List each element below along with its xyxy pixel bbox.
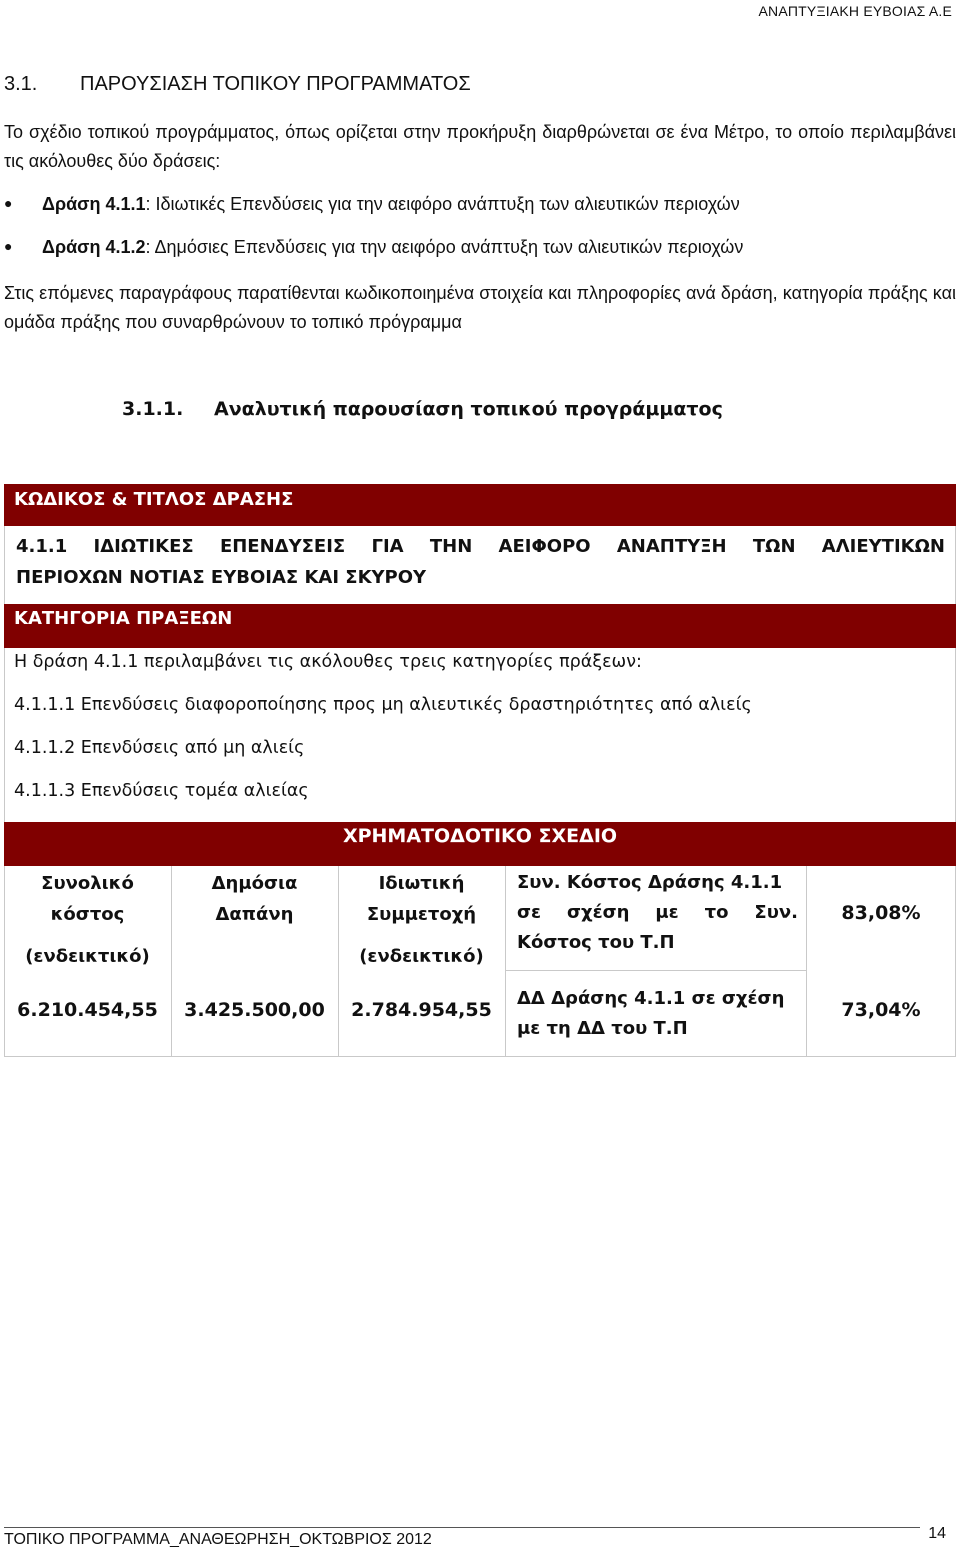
subsection-heading [122, 398, 723, 420]
header-line: κόστος [50, 904, 125, 925]
title-word: ΑΕΙΦΟΡΟ [498, 536, 591, 557]
title-word: ΓΙΑ [371, 536, 404, 557]
header-line [517, 898, 798, 928]
section-heading [4, 73, 471, 96]
title-word: ΙΔΙΩΤΙΚΕΣ [93, 536, 194, 557]
title-word: ΤΩΝ [752, 536, 796, 557]
private-contribution-header [338, 868, 505, 972]
header-line: Συμμετοχή [366, 904, 477, 925]
header-line: Συν. Κόστος Δράσης 4.1.1 [517, 872, 783, 893]
financial-plan-header: ΧΡΗΜΑΤΟΔΟΤΙΚΟ ΣΧΕΔΙΟ [4, 822, 956, 866]
title-word: 4.1.1 [16, 536, 68, 557]
paragraph-programme: Στις επόμενες παραγράφους παρατίθενται κωδικοποιημένα στοιχεία και πληροφορίες ανά δράση, κατηγορία πράξης και ομάδα πράξης που συναρθρώνουν το τοπικό πρόγραμμα [4, 283, 956, 332]
cost-ratio-label [505, 868, 806, 971]
intro-paragraph: Το σχέδιο τοπικού προγράμματος, όπως ορίζεται στην προκήρυξη διαρθρώνεται σε ένα Μέτρο, το οποίο περιλαμβάνει τις ακόλουθες δύο δράσεις: [4, 122, 956, 171]
header-line: (ενδεικτικό) [359, 946, 484, 967]
subsection-title: Αναλυτική παρουσίαση τοπικού προγράμματος [214, 398, 723, 420]
action-title-box [4, 526, 956, 604]
bullet-action-2 [4, 237, 743, 258]
bullet-icon: ● [4, 195, 13, 211]
label-word: το [704, 902, 729, 923]
action-title-line-1 [16, 531, 945, 562]
page-number: 14 [928, 1525, 946, 1542]
public-expenditure-value: 3.425.500,00 [184, 999, 325, 1021]
label-word: σχέση [566, 902, 630, 923]
bullet-icon: ● [4, 238, 13, 254]
divider [4, 648, 5, 822]
header-line: Κόστος του Τ.Π [517, 932, 675, 953]
total-cost-header [4, 868, 171, 972]
category-item: 4.1.1.2 Επενδύσεις από μη αλιείς [14, 738, 305, 758]
label-word: σε [517, 902, 542, 923]
header-line: Ιδιωτική [378, 873, 465, 894]
title-word: ΑΛΙΕΥΤΙΚΩΝ [821, 536, 945, 557]
title-word: ΑΝΑΠΤΥΞΗ [616, 536, 727, 557]
title-word: ΕΠΕΝΔΥΣΕΙΣ [219, 536, 346, 557]
bullet-action-1 [4, 194, 740, 215]
action-title-line-2: ΠΕΡΙΟΧΩΝ ΝΟΤΙΑΣ ΕΥΒΟΙΑΣ ΚΑΙ ΣΚΥΡΟΥ [16, 567, 427, 588]
section-title: ΠΑΡΟΥΣΙΑΣΗ ΤΟΠΙΚΟΥ ΠΡΟΓΡΑΜΜΑΤΟΣ [80, 73, 471, 95]
document-header: ΑΝΑΠΤΥΞΙΑΚΗ ΕΥΒΟΙΑΣ Α.Ε [758, 3, 952, 19]
category-item: 4.1.1.1 Επενδύσεις διαφοροποίησης προς μη αλιευτικές δραστηριότητες από αλιείς [14, 695, 752, 715]
category-header: ΚΑΤΗΓΟΡΙΑ ΠΡΑΞΕΩΝ [4, 604, 956, 648]
action-code: Δράση 4.1.2 [42, 237, 146, 257]
label-word: Συν. [754, 902, 798, 923]
action-text: : Ιδιωτικές Επενδύσεις για την αειφόρο ανάπτυξη των αλιευτικών περιοχών [145, 194, 740, 214]
title-word: ΤΗΝ [429, 536, 473, 557]
private-contribution-value: 2.784.954,55 [351, 999, 492, 1021]
action-code: Δράση 4.1.1 [42, 194, 146, 214]
divider [4, 1056, 956, 1057]
public-expenditure-ratio-value: 73,04% [841, 999, 921, 1021]
footer-rule [4, 1527, 920, 1528]
divider [955, 648, 956, 822]
code-title-header: ΚΩΔΙΚΟΣ & ΤΙΤΛΟΣ ΔΡΑΣΗΣ [4, 484, 956, 526]
public-expenditure-header [171, 868, 338, 930]
total-cost-value: 6.210.454,55 [17, 999, 158, 1021]
divider [806, 866, 807, 1057]
divider [955, 866, 956, 1057]
category-item: 4.1.1.3 Επενδύσεις τομέα αλιείας [14, 781, 309, 801]
label-line: με τη ΔΔ του Τ.Π [517, 1018, 688, 1039]
label-word: με [655, 902, 679, 923]
header-line: Δημόσια [211, 873, 298, 894]
subsection-number: 3.1.1. [122, 398, 184, 420]
label-line: ΔΔ Δράσης 4.1.1 σε σχέση [517, 988, 785, 1009]
header-line: Συνολικό [41, 873, 134, 894]
action-text: : Δημόσιες Επενδύσεις για την αειφόρο ανάπτυξη των αλιευτικών περιοχών [145, 237, 744, 257]
footer-text: ΤΟΠΙΚΟ ΠΡΟΓΡΑΜΜΑ_ΑΝΑΘΕΩΡΗΣΗ_ΟΚΤΩΒΡΙΟΣ 2012 [4, 1531, 432, 1548]
public-expenditure-ratio-label [505, 984, 806, 1044]
header-line: Δαπάνη [215, 904, 294, 925]
header-line: (ενδεικτικό) [25, 946, 150, 967]
cost-ratio-value: 83,08% [841, 902, 921, 924]
category-intro: Η δράση 4.1.1 περιλαμβάνει τις ακόλουθες τρεις κατηγορίες πράξεων: [14, 652, 642, 672]
section-number: 3.1. [4, 73, 38, 95]
